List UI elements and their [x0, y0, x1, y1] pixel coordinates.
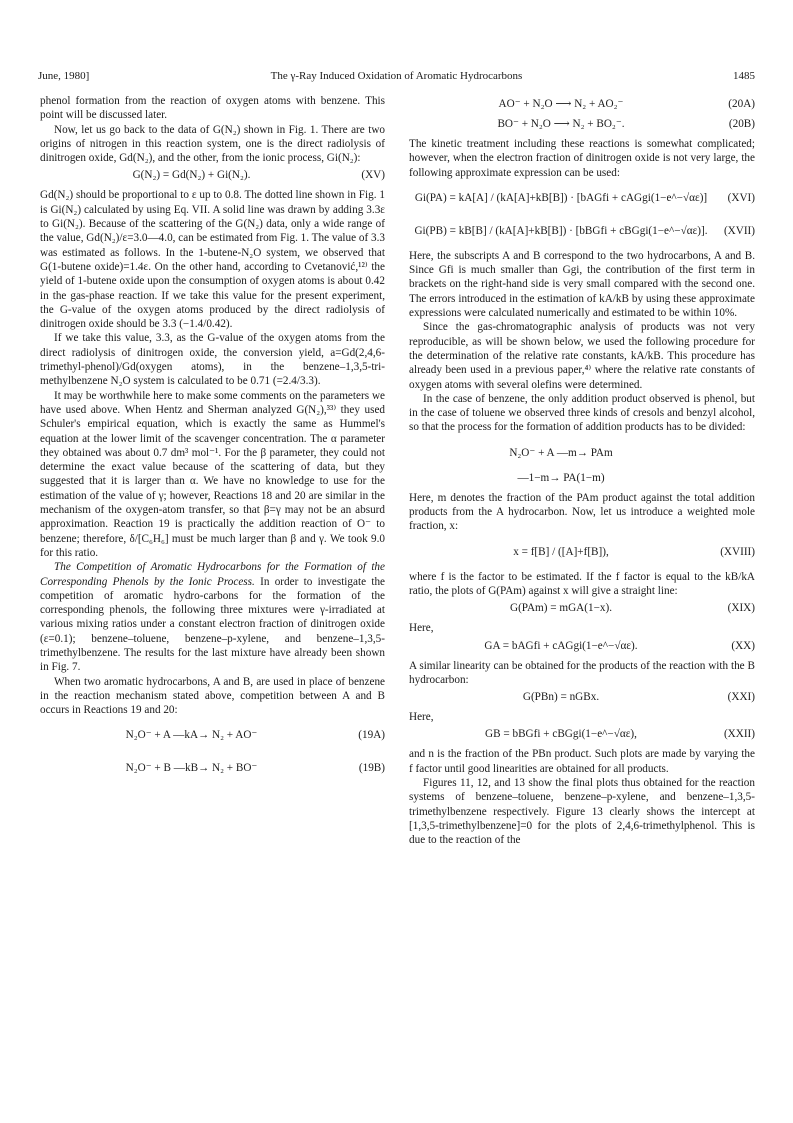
paragraph: In the case of benzene, the only addition product observed is phenol, but in the case of toluene we observed three kinds of cresols and benzyl alcohol, so that the process for the formation of addition products has to be divided: [409, 392, 755, 434]
equation-number: (XXI) [727, 691, 755, 704]
equation-number: (XVI) [727, 191, 755, 204]
equation-20b [409, 117, 755, 134]
page-number: 1485 [733, 70, 755, 82]
paragraph: Here, m denotes the fraction of the PAm product against the total addition products from the A hydrocarbon. Now, let us introduce a weighted mole fraction, x: [409, 491, 755, 533]
equation-expression: GB = bBGfi + cBGgi(1−e^−√αε), [485, 728, 637, 741]
paragraph: Figures 11, 12, and 13 show the final plots thus obtained for the reaction systems of benzene–toluene, benzene–p-xylene, and benzene–1,3,5-trimethylbenzene respectively. Figure 13 clearly shows the intercept at [1,3,5-trimethylbenzene]=0 for the plots of 2,4,6-trimethylphenol. This is due to the reaction of the [409, 777, 755, 847]
right-column [409, 94, 755, 848]
equation-xviii [409, 537, 755, 567]
running-title: The γ-Ray Induced Oxidation of Aromatic Hydrocarbons [270, 70, 523, 82]
paragraph: phenol formation from the reaction of oxygen atoms with benzene. This point will be discussed later. [40, 95, 385, 122]
running-header [38, 70, 755, 86]
equation-xix [409, 601, 755, 618]
paragraph: where f is the factor to be estimated. If the f factor is equal to the kB/kA ratio, the plots of G(PAm) against x will give a straight line: [409, 570, 755, 597]
section-paragraph [40, 560, 385, 674]
paragraph: Now, let us go back to the data of G(N₂) shown in Fig. 1. There are two origins of nitrogen in this reaction system, one is the direct radiolysis of dinitrogen oxide, Gd(N₂), and the other, from the ionic process, Gi(N₂): [40, 123, 385, 165]
equation-xv [40, 168, 385, 185]
equation-number: (19A) [358, 729, 385, 742]
scheme-line-1 [409, 438, 755, 468]
equation-number: (XVIII) [720, 545, 755, 558]
equation-expression: G(PBn) = nGBx. [522, 691, 600, 704]
paragraph: Gd(N₂) should be proportional to ε up to 0.8. The dotted line shown in Fig. 1 is Gi(N₂) calculated by using Eq. VII. A solid line was drawn by adding 3.3ε to Gi(N₂). Because of the scattering of the G(N₂) data, only a wide range of the value, Gd(N₂)/ε=3.0—4.0, can be estimated from Fig. 1. The value of 3.3 was estimated as follows. In the 1-butene-N₂O system, we observed that G(1-butene oxide)=1.4ε. On the other hand, according to Cvetanović,¹²⁾ the yield of 1-butene oxide upon the consumption of oxygen atoms is about 0.42 in the gas-phase reaction. If we take this value for the present experiment, the G-value of the oxygen atoms produced by the direct radiolysis of dinitrogen oxide should be 3.3 (−1.4/0.42). [40, 189, 385, 331]
equation-expression: G(PAm) = mGA(1−x). [509, 602, 612, 615]
paragraph: Here, [409, 711, 434, 724]
paragraph-text: In order to investigate the competition of aromatic hydro-carbons for the formation of the corresponding phenols, the following three mixtures were γ-irradiated at various mixing ratios under a constant electron fraction of dinitrogen oxide (ε=0.1); benzene–toluene, benzene–p-xylene, and benzene–1,3,5-trimethylbenzene. The results for the last mixture have already been shown in Fig. 7. [40, 575, 385, 674]
equation-xxii [409, 727, 755, 744]
paragraph: If we take this value, 3.3, as the G-value of the oxygen atoms from the direct radiolysis of dinitrogen oxide, the conversion yield, a=Gd(2,4,6-trimethyl-phenol)/Gd(oxygen atoms), in the benzene–1,3,5-tri-methylbenzene N₂O system is calculated to be 0.71 (=2.4/3.3). [40, 332, 385, 388]
equation-expression: G(N₂) = Gd(N₂) + Gi(N₂). [132, 169, 251, 182]
equation-number: (XX) [731, 639, 755, 652]
paragraph: Here, [409, 622, 434, 635]
equation-xxi [409, 690, 755, 707]
paragraph: It may be worthwhile here to make some comments on the parameters we have used above. When Hentz and Sherman analyzed G(N₂),³³⁾ they used Schuler's empirical equation, which is exactly the same as Hummel's equation at the lower limit of the scavenger concentration. The α parameter they obtained was about 0.7 dm³ mol⁻¹. For the β parameter, they could not determine the exact value because of the scattering of data, but they suggested that it is larger than α. We have no knowledge to use for the estimation of the value of γ; however, Reactions 18 and 20 are similar in the mechanism of the oxygen-atom transfer, so that β=γ may not be an absurd approximation. Reaction 19 is practically the addition reaction of O⁻ to benzene; therefore, δ/[C₆H₆] must be much larger than β and γ. We took 9.0 for this ratio. [40, 389, 385, 559]
section-title: The Competition of Aromatic Hydrocarbons for the Formation of the Corresponding Phenols by the Ionic Process. [40, 561, 385, 588]
paragraph: A similar linearity can be obtained for the products of the reaction with the B hydrocarbon: [409, 659, 755, 686]
equation-number: (XVII) [723, 224, 755, 237]
equation-expression: AO⁻ + N₂O ⟶ N₂ + AO₂⁻ [498, 98, 624, 110]
equation-expression: BO⁻ + N₂O ⟶ N₂ + BO₂⁻. [497, 118, 625, 130]
issue-date: June, 1980] [38, 70, 90, 82]
equation-xvii [409, 216, 755, 246]
scheme-expression: N₂O⁻ + A —m→ PAm [509, 446, 613, 459]
equation-xvi [409, 183, 755, 213]
equation-xx [409, 639, 755, 656]
equation-number: (XXII) [723, 728, 755, 741]
equation-expression: x = f[B] / ([A]+f[B]), [513, 545, 609, 558]
paragraph: and n is the fraction of the PBn product. Such plots are made by varying the f factor until good linearities are obtained for all products. [409, 748, 755, 775]
equation-expression: N₂O⁻ + A —kA→ N₂ + AO⁻ [125, 729, 258, 742]
equation-expression: GA = bAGfi + cAGgi(1−e^−√αε). [484, 639, 638, 652]
paragraph: Since the gas-chromatographic analysis of products was not very reproducible, as will be shown below, we used the following procedure for the determination of the relative rate constants, kA/kB. This procedure has already been used in a previous paper,⁴⁾ where the relative rate constants of oxygen atoms with several olefins were determined. [409, 321, 755, 391]
equation-number: (19B) [358, 762, 385, 775]
paragraph: Here, the subscripts A and B correspond to the two hydrocarbons, A and B. Since Gfi is much smaller than Ggi, the contribution of the first term in brackets on the right-hand side is very small compared with the second one. The errors introduced in the estimation of kA/kB by using these approximate expressions were calculated numerically and estimated to be within 10%. [409, 249, 755, 320]
equation-number: (XIX) [727, 602, 755, 615]
equation-19a [40, 720, 385, 750]
equation-number: (XV) [361, 169, 385, 182]
equation-expression: Gi(PA) = kA[A] / (kA[A]+kB[B]) · [bAGfi + cAGgi(1−e^−√αε)] [414, 191, 708, 204]
scheme-expression: —1−m→ PA(1−m) [517, 471, 605, 484]
scheme-line-2 [409, 471, 755, 488]
equation-20a [409, 97, 755, 114]
paragraph: The kinetic treatment including these reactions is somewhat complicated; however, when the electron fraction of dinitrogen oxide is not very large, the following approximate expression can be used: [409, 138, 755, 179]
equation-19b [40, 753, 385, 783]
equation-expression: N₂O⁻ + B —kB→ N₂ + BO⁻ [125, 762, 258, 775]
left-column [40, 94, 385, 786]
equation-number: (20B) [728, 118, 755, 130]
equation-expression: Gi(PB) = kB[B] / (kA[A]+kB[B]) · [bBGfi + cBGgi(1−e^−√αε)]. [414, 224, 708, 237]
paragraph: When two aromatic hydrocarbons, A and B, are used in place of benzene in the reaction mechanism stated above, competition between A and B occurs in Reactions 19 and 20: [40, 675, 385, 717]
equation-number: (20A) [728, 98, 755, 110]
